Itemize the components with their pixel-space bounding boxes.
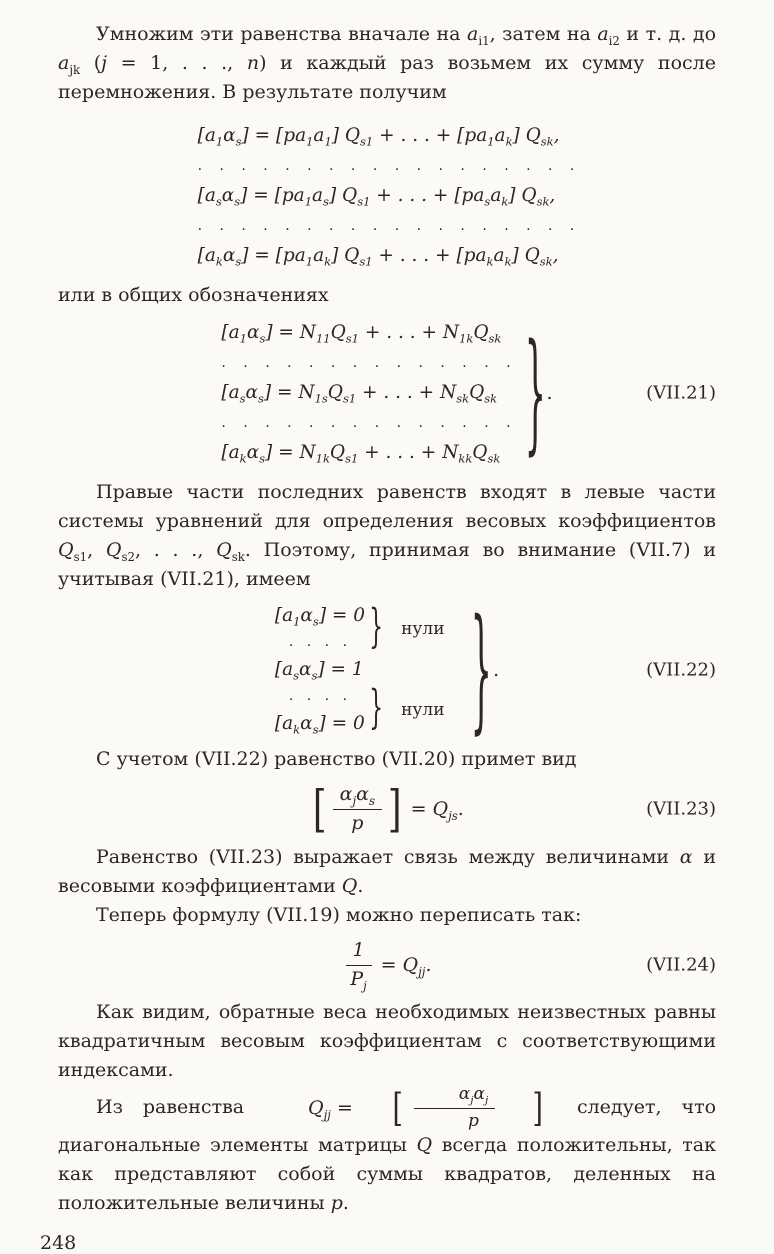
equation-period: . [493, 658, 500, 681]
right-brace: } [524, 315, 546, 468]
left-bracket: [ [313, 780, 327, 839]
equation-line: $[a_s\alpha_s] = [pa_1a_s] Q_{s1}$ + . . . + $[pa_sa_k]$ $Q_{sk}$, [197, 185, 556, 209]
ellipsis-row: . . . . . . . . . . . . . . . . . . [197, 158, 577, 174]
fraction [333, 784, 382, 835]
ellipsis-row: . . . . . . . . . . . . . . [221, 355, 513, 371]
right-bracket: ] [532, 1086, 544, 1131]
equation-line: $[a_s\alpha_s] = 1$ [274, 659, 364, 683]
right-brace-small: } [369, 601, 384, 655]
ellipsis-row: . . . . [288, 688, 348, 704]
equation-line: $[a_k\alpha_s] = N_{1k}Q_{s1}$ + . . . + $N_{kk}Q_{sk}$ [221, 442, 501, 466]
equation-line: $[a_1\alpha_s] = 0$ [274, 605, 366, 629]
inline-text-lead: Из равенства [96, 1096, 245, 1119]
equation-vii24 [58, 940, 716, 991]
equation-number-vii22: (VII.22) [646, 659, 716, 680]
fraction-numerator: $\alpha_j\alpha_j$ [414, 1085, 496, 1109]
ellipsis-row: . . . . . . . . . . . . . . . . . . [197, 218, 577, 234]
zeros-annotation: нули [401, 619, 445, 639]
equation-number-vii24: (VII.24) [646, 954, 716, 976]
inline-formula-qjj [270, 1085, 551, 1131]
fraction-denominator: p [351, 811, 364, 834]
fraction-denominator: $P_j$ [350, 967, 367, 993]
right-bracket: ] [387, 780, 402, 839]
equation-line: $[a_k\alpha_s] = [pa_1a_k] Q_{s1}$ + . . . + $[pa_ka_k]$ $Q_{sk}$, [197, 245, 559, 269]
equation-vii23 [58, 780, 716, 839]
fraction-numerator: $\alpha_j\alpha_s$ [333, 784, 382, 810]
paragraph-vii20-becomes: С учетом (VII.22) равенство (VII.20) примет вид [96, 748, 577, 770]
paragraph-right-parts: Правые части последних равенств входят в левые части системы уравнений для определения весовых коэффициентов $Q_{s1}$, $Q_{s2}$, . . ., $Q_{sk}$. Поэтому, принимая во внимание (VII.7) и учитывая (VII.21), имеем [58, 481, 716, 590]
equation-vii21 [58, 315, 716, 468]
equation-line: $[a_s\alpha_s] = N_{1s}Q_{s1}$ + . . . + $N_{sk}Q_{sk}$ [221, 382, 498, 406]
fraction-denominator: p [468, 1110, 479, 1131]
equation-line: $[a_1\alpha_s] = N_{11}Q_{s1}$ + . . . + $N_{1k}Q_{sk}$ [221, 322, 502, 346]
ellipsis-row: . . . . . . . . . . . . . . [221, 415, 513, 431]
page-number: 248 [40, 1232, 77, 1254]
paragraph-connector: или в общих обозначениях [58, 284, 329, 306]
zeros-annotation: нули [401, 700, 445, 720]
equation-system-expanded [58, 121, 716, 271]
paragraph-inverse-weights: Как видим, обратные веса необходимых неизвестных равны квадратичным весовым коэффициентам с соответствующими индексами. [58, 1001, 716, 1082]
right-brace: } [470, 589, 493, 747]
paragraph-intro: Умножим эти равенства вначале на $a_{i1}$, затем на $a_{i2}$ и т. д. до $a_{jk}$ (j = 1, . . ., n) и каждый раз возьмем их сумму после перемножения. В результате получим [58, 23, 717, 103]
equation-rhs: = $Q_{js}$. [410, 798, 464, 824]
fraction [346, 940, 372, 991]
fraction [414, 1085, 496, 1131]
paragraph-relation: Равенство (VII.23) выражает связь между величинами α и весовыми коэффициентами Q. [58, 845, 716, 897]
inline-formula-lhs: $Q_{jj}$ = [308, 1096, 353, 1122]
equation-number-vii23: (VII.23) [646, 798, 716, 820]
right-brace-small: } [369, 682, 384, 736]
paragraph-diagonal-elements [58, 1085, 716, 1218]
ellipsis-row: . . . . [288, 634, 348, 650]
paragraph-rewrite: Теперь формулу (VII.19) можно переписать так: [96, 903, 582, 926]
equation-period: . [546, 382, 553, 404]
inline-text-tail: следует, что диагональные элементы матрицы Q всегда положительны, так как представляют собой суммы квадратов, деленных на положительные величины p. [58, 1096, 717, 1215]
left-bracket: [ [392, 1086, 403, 1131]
equation-vii22 [58, 589, 716, 747]
equation-number-vii21: (VII.21) [646, 382, 716, 404]
fraction-numerator: 1 [346, 940, 372, 966]
equation-rhs: = $Q_{jj}$. [380, 954, 432, 979]
equation-line: $[a_1\alpha_s] = [pa_1a_1] Q_{s1}$ + . . . + $[pa_1a_k]$ $Q_{sk}$, [197, 125, 560, 149]
equation-line: $[a_k\alpha_s] = 0$ [274, 713, 365, 737]
